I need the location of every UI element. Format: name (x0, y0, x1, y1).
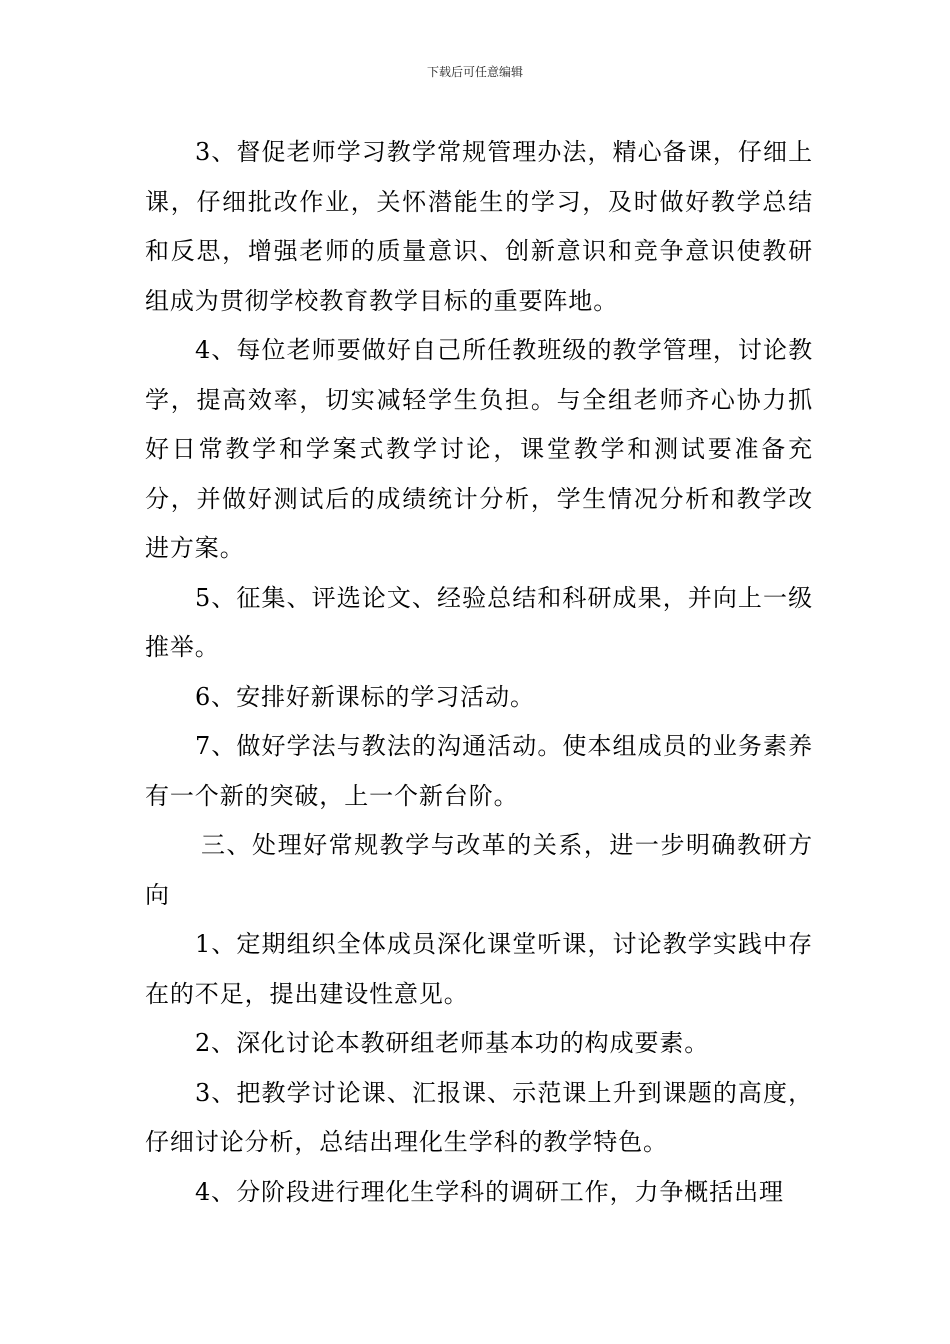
paragraph-item-6-new-curriculum: 6、安排好新课标的学习活动。 (195, 682, 535, 711)
paragraph-item-4-staged-research: 4、分阶段进行理化生学科的调研工作，力争概括出理 (195, 1177, 784, 1206)
paragraph-item-4-class-management: 4、每位老师要做好自己所任教班级的教学管理，讨论教学，提高效率，切实减轻学生负担。与全组老师齐心协力抓好日常教学和学案式教学讨论，课堂教学和测试要准备充分，并做好测试后的成绩统计分析，学生情况分析和教学改进方案。 (145, 336, 813, 562)
paragraph-item-3-research-lessons: 3、把教学讨论课、汇报课、示范课上升到课题的高度，仔细讨论分析，总结出理化生学科的教学特色。 (145, 1078, 813, 1156)
page-header: 下载后可任意编辑 (426, 65, 523, 79)
section-heading-3: 三、处理好常规教学与改革的关系，进一步明确教研方向 (145, 831, 813, 909)
paragraph-item-3-supervise: 3、督促老师学习教学常规管理办法，精心备课，仔细上课，仔细批改作业，关怀潜能生的学习，及时做好教学总结和反思，增强老师的质量意识、创新意识和竞争意识使教研组成为贯彻学校教育教学目标的重要阵地。 (145, 138, 813, 315)
paragraph-item-5-papers: 5、征集、评选论文、经验总结和科研成果，并向上一级推举。 (145, 583, 813, 661)
paragraph-item-7-communication: 7、做好学法与教法的沟通活动。使本组成员的业务素养有一个新的突破，上一个新台阶。 (145, 732, 813, 810)
paragraph-item-1-lesson-observation: 1、定期组织全体成员深化课堂听课，讨论教学实践中存在的不足，提出建设性意见。 (145, 930, 813, 1008)
paragraph-item-2-basic-skills: 2、深化讨论本教研组老师基本功的构成要素。 (195, 1029, 710, 1057)
document-body (145, 128, 813, 1217)
